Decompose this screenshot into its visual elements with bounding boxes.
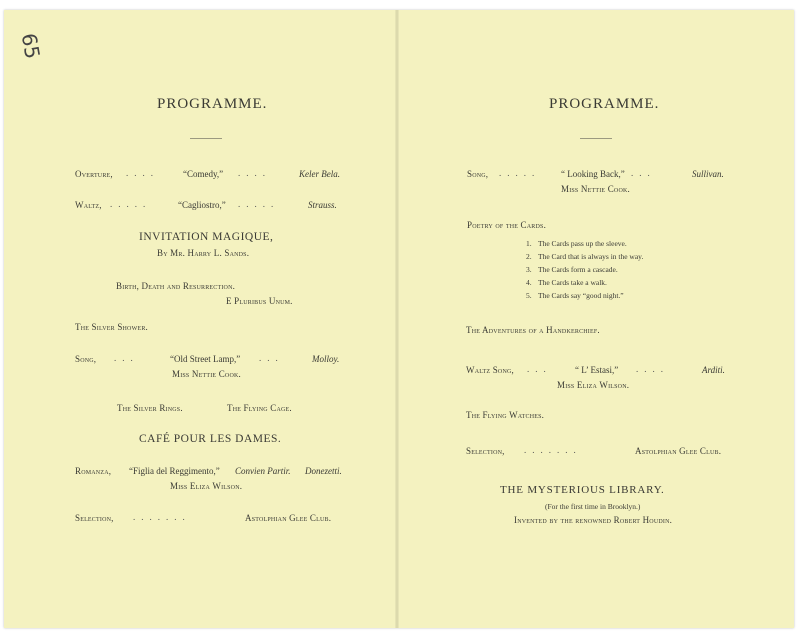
right-page-title: PROGRAMME. [549, 96, 660, 112]
right-selection-label: Selection, [466, 446, 505, 456]
leader-dots: ..... [110, 199, 152, 209]
card-item: The Cards pass up the sleeve. [538, 239, 627, 248]
card-item: The Card that is always in the way. [538, 252, 644, 261]
waltz-composer: Strauss. [308, 200, 337, 210]
leader-dots: ... [631, 168, 656, 178]
right-title-rule [580, 138, 612, 139]
romanza-composer: Donezetti. [305, 466, 342, 476]
leader-dots: .... [238, 168, 271, 178]
song-composer: Molloy. [312, 354, 340, 364]
overture-label: Overture, [75, 169, 113, 179]
waltz-song-composer: Arditi. [702, 365, 725, 375]
leader-dots: ... [527, 364, 552, 374]
romanza-label: Romanza, [75, 466, 112, 476]
leader-dots: ....... [133, 512, 191, 522]
library-title: THE MYSTERIOUS LIBRARY. [500, 484, 665, 496]
poetry-of-cards: Poetry of the Cards. [467, 220, 547, 230]
flying-cage: The Flying Cage. [227, 403, 292, 413]
overture-composer: Keler Bela. [299, 169, 340, 179]
leader-dots: ....... [524, 445, 582, 455]
leader-dots: ... [114, 353, 139, 363]
card-item-num: 5. [526, 291, 532, 300]
song-label: Song, [75, 354, 97, 364]
invitation-title: INVITATION MAGIQUE, [139, 231, 274, 243]
card-item-num: 4. [526, 278, 532, 287]
romanza-subtitle: Convien Partir. [235, 466, 291, 476]
cafe-title: CAFÉ POUR LES DAMES. [139, 433, 282, 445]
waltz-song-piece: “ L’ Estasi,” [575, 365, 619, 375]
card-item-num: 1. [526, 239, 532, 248]
romanza-performer: Miss Eliza Wilson. [170, 481, 243, 491]
leader-dots: ..... [238, 199, 280, 209]
card-item-num: 2. [526, 252, 532, 261]
leader-dots: ... [259, 353, 284, 363]
waltz-song-performer: Miss Eliza Wilson. [557, 380, 630, 390]
library-note: (For the first time in Brooklyn.) [545, 502, 641, 511]
invitation-by: By Mr. Harry L. Sands. [157, 248, 250, 258]
card-item-num: 3. [526, 265, 532, 274]
waltz-label: Waltz, [75, 200, 102, 210]
pluribus-unum: E Pluribus Unum. [226, 296, 293, 306]
card-item: The Cards take a walk. [538, 278, 607, 287]
song-performer: Miss Nettie Cook. [172, 369, 241, 379]
programme-sheet [4, 10, 794, 628]
waltz-piece: “Cagliostro,” [178, 200, 226, 210]
left-page-title: PROGRAMME. [157, 96, 268, 112]
handkerchief: The Adventures of a Handkerchief. [466, 325, 600, 335]
center-fold [395, 10, 399, 628]
romanza-piece: “Figlia del Reggimento,” [129, 466, 220, 476]
card-item: The Cards form a cascade. [538, 265, 618, 274]
right-song-composer: Sullivan. [692, 169, 724, 179]
right-selection-performer: Astolphian Glee Club. [635, 446, 722, 456]
leader-dots: .... [126, 168, 159, 178]
selection-label: Selection, [75, 513, 114, 523]
birth-death: Birth, Death and Resurrection. [116, 281, 236, 291]
overture-piece: “Comedy,” [183, 169, 224, 179]
right-song-piece: “ Looking Back,” [561, 169, 625, 179]
left-title-rule [190, 138, 222, 139]
pencil-annotation: 65 [16, 31, 45, 61]
leader-dots: .... [636, 364, 669, 374]
card-item: The Cards say “good night.” [538, 291, 624, 300]
song-piece: “Old Street Lamp,” [170, 354, 241, 364]
library-invented: Invented by the renowned Robert Houdin. [514, 515, 673, 525]
silver-shower: The Silver Shower. [75, 322, 148, 332]
right-song-performer: Miss Nettie Cook. [561, 184, 630, 194]
right-song-label: Song, [467, 169, 489, 179]
leader-dots: ..... [499, 168, 541, 178]
waltz-song-label: Waltz Song, [466, 365, 514, 375]
flying-watches: The Flying Watches. [466, 410, 545, 420]
silver-rings: The Silver Rings. [117, 403, 183, 413]
selection-performer: Astolphian Glee Club. [245, 513, 332, 523]
